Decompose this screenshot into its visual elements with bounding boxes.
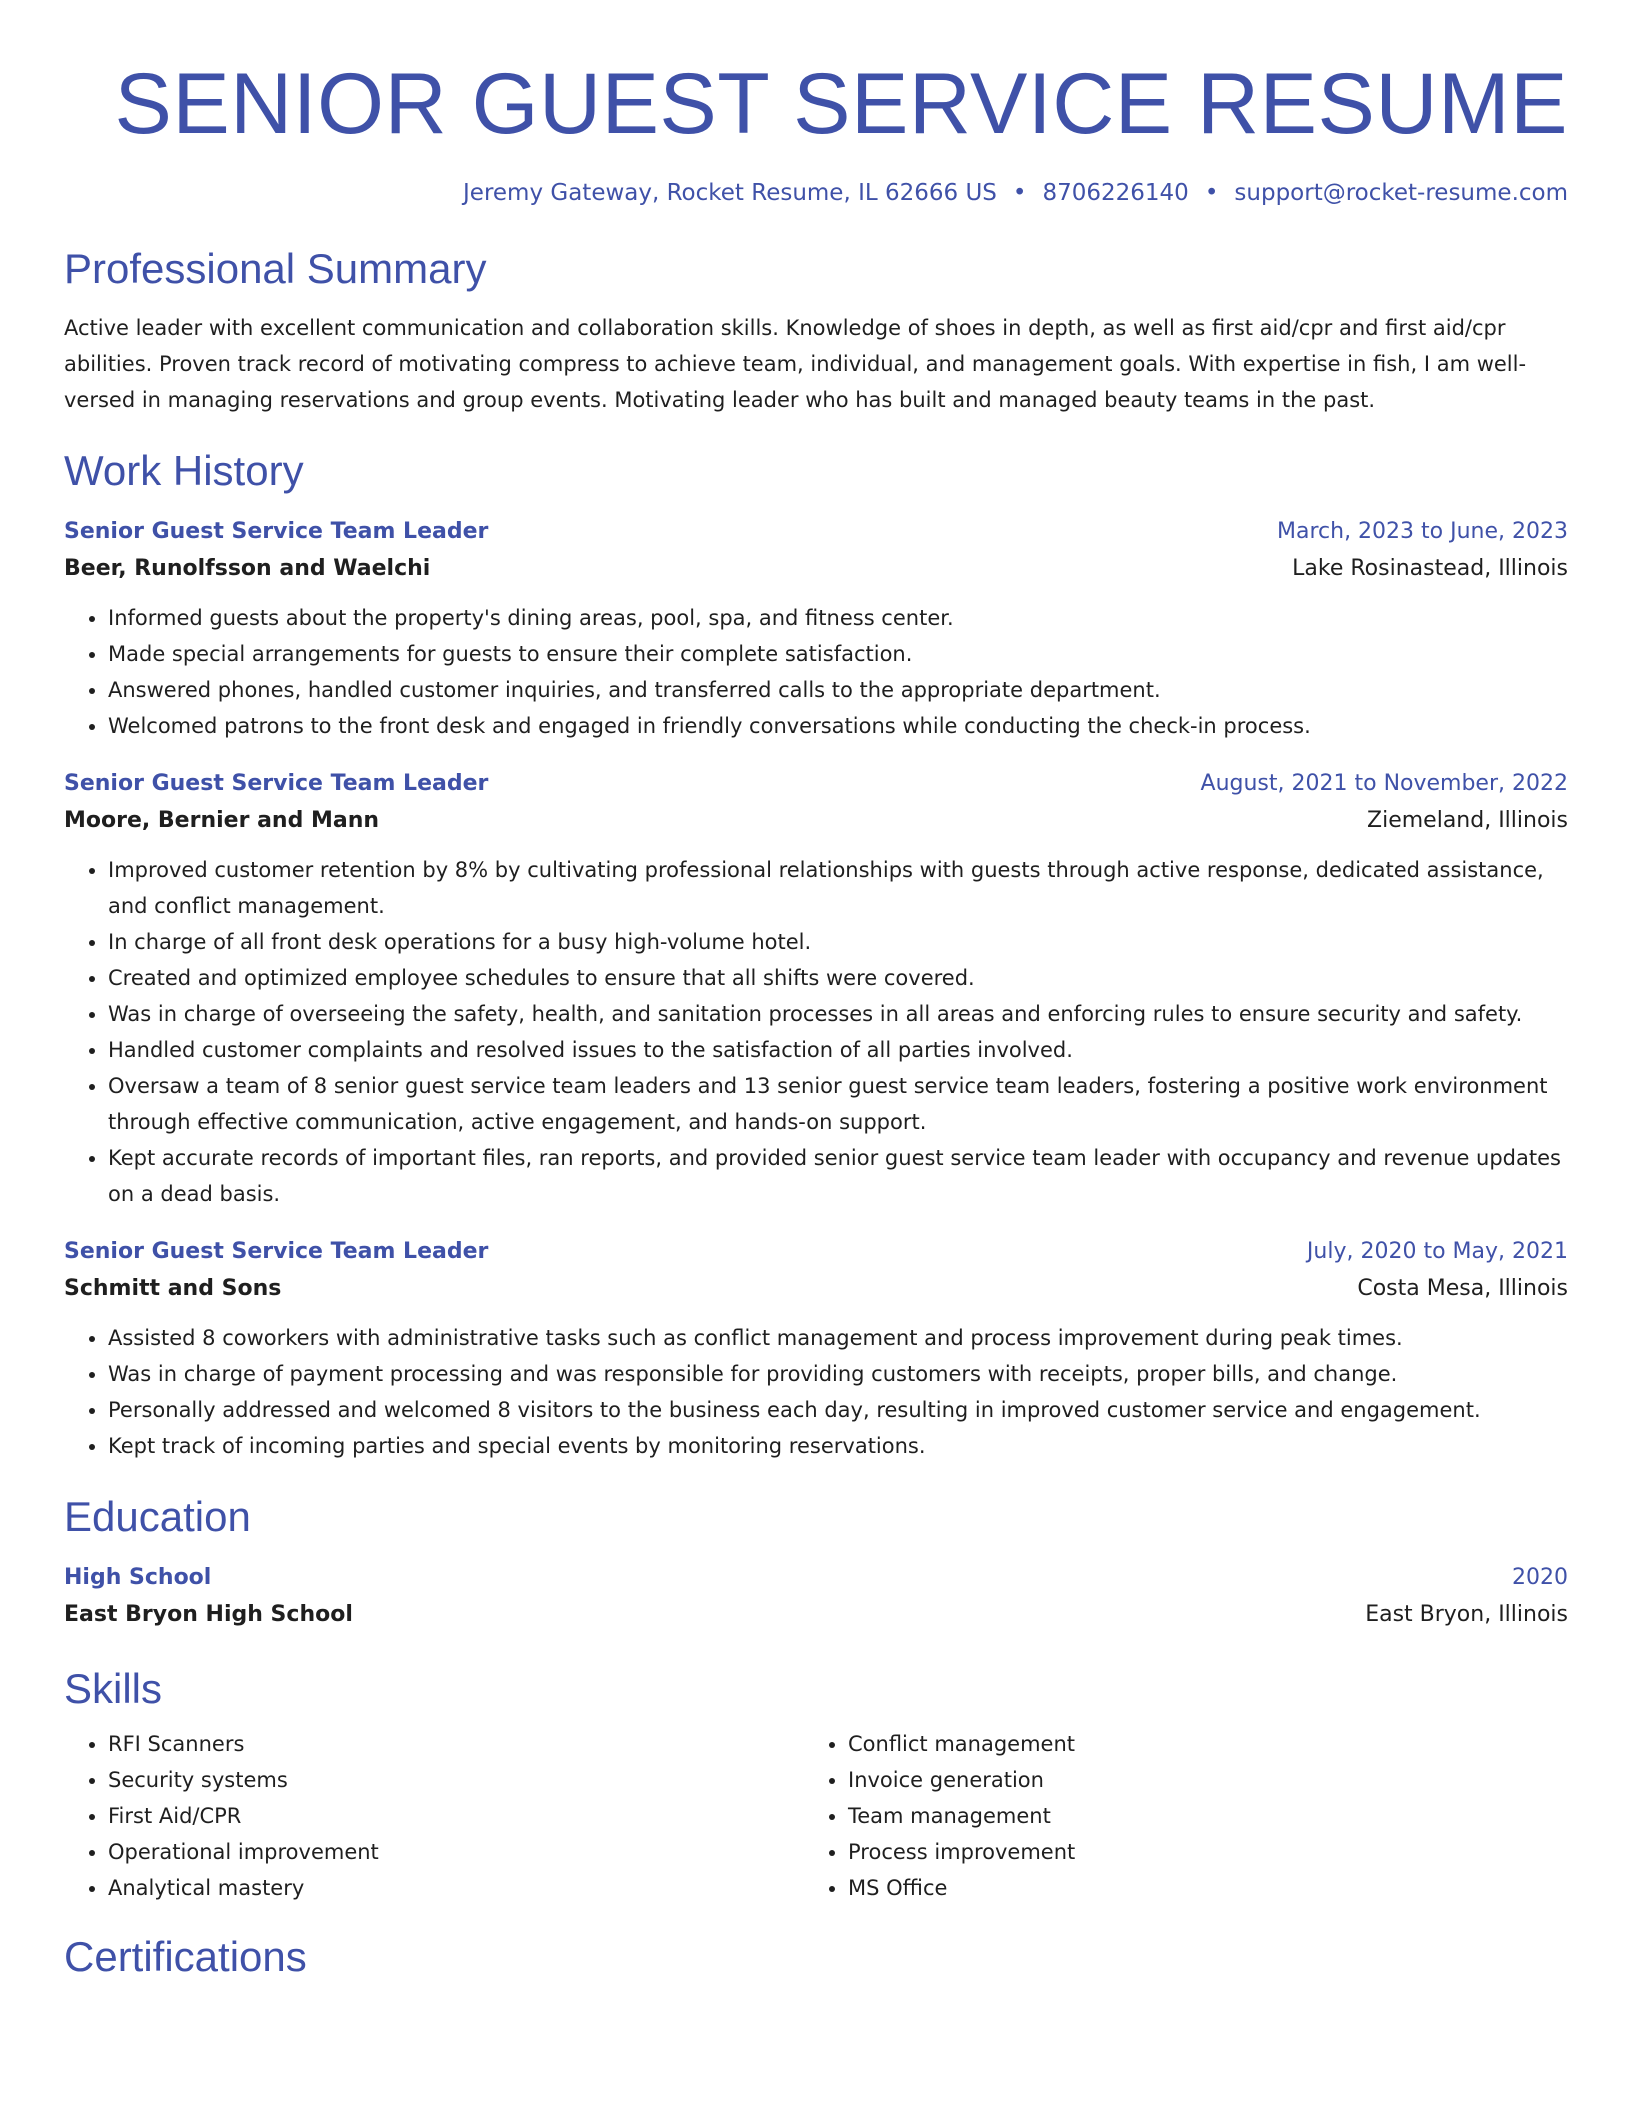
skill-item: • Security systems xyxy=(108,1762,804,1798)
skills-grid xyxy=(64,1726,1568,1906)
education-entry xyxy=(64,1560,1568,1634)
job-header-row xyxy=(64,1234,1568,1270)
job-bullet: • Personally addressed and welcomed 8 visitors to the business each day, resulting in improved customer service and engagement. xyxy=(108,1392,1568,1428)
skill-item: • Conflict management xyxy=(848,1726,1544,1762)
certifications-heading: Certifications xyxy=(64,1933,307,1980)
job-bullet: • Answered phones, handled customer inquiries, and transferred calls to the appropriate department. xyxy=(108,672,1568,708)
skill-item: • Operational improvement xyxy=(108,1834,804,1870)
contact-separator: • xyxy=(1204,180,1219,206)
job-role: Senior Guest Service Team Leader xyxy=(64,771,489,796)
education-year: 2020 xyxy=(1512,1565,1568,1590)
skill-item: • Process improvement xyxy=(848,1834,1544,1870)
job-company-row xyxy=(64,1270,1568,1308)
job-company-row xyxy=(64,802,1568,840)
job-company: Beer, Runolfsson and Waelchi xyxy=(64,556,431,581)
education-degree: High School xyxy=(64,1565,212,1590)
skill-item: • First Aid/CPR xyxy=(108,1798,804,1834)
education-header-row xyxy=(64,1560,1568,1596)
job-bullets xyxy=(64,1320,1568,1464)
job-bullets xyxy=(64,600,1568,744)
skill-item: • Invoice generation xyxy=(848,1762,1544,1798)
job-bullet: • Informed guests about the property's dining areas, pool, spa, and fitness center. xyxy=(108,600,1568,636)
job-bullet: • Was in charge of overseeing the safety, health, and sanitation processes in all areas and enforcing rules to ensure security and safety. xyxy=(108,996,1568,1032)
contact-separator: • xyxy=(1012,180,1027,206)
job-role: Senior Guest Service Team Leader xyxy=(64,519,489,544)
skill-item: • MS Office xyxy=(848,1870,1544,1906)
skill-item: • Analytical mastery xyxy=(108,1870,804,1906)
job-bullet: • Improved customer retention by 8% by cultivating professional relationships with guests through active response, dedicated assistance, and conflict management. xyxy=(108,852,1568,924)
job-bullet: • Kept accurate records of important files, ran reports, and provided senior guest service team leader with occupancy and revenue updates on a dead basis. xyxy=(108,1140,1568,1212)
education-heading: Education xyxy=(64,1493,251,1540)
job-bullet: • Assisted 8 coworkers with administrative tasks such as conflict management and process improvement during peak times. xyxy=(108,1320,1568,1356)
job-location: Costa Mesa, Illinois xyxy=(1357,1276,1568,1301)
skills-column-right xyxy=(804,1726,1544,1906)
work-history-heading: Work History xyxy=(64,447,304,494)
job-dates: August, 2021 to November, 2022 xyxy=(1200,771,1568,796)
job-header-row xyxy=(64,766,1568,802)
job-bullets xyxy=(64,852,1568,1212)
job-bullet: • Was in charge of payment processing and was responsible for providing customers with receipts, proper bills, and change. xyxy=(108,1356,1568,1392)
job-entry xyxy=(64,514,1568,744)
job-header-row xyxy=(64,514,1568,550)
summary-text: Active leader with excellent communication and collaboration skills. Knowledge of shoes in depth, as well as first aid/cpr and first aid/cpr abilities. Proven track record of motivating compress to achieve team, individual, and management goals. With expertise in fish, I am well-versed in managing reservations and group events. Motivating leader who has built and managed beauty teams in the past. xyxy=(64,316,1527,412)
job-bullet: • Created and optimized employee schedules to ensure that all shifts were covered. xyxy=(108,960,1568,996)
job-bullet: • Made special arrangements for guests to ensure their complete satisfaction. xyxy=(108,636,1568,672)
skills-heading: Skills xyxy=(64,1665,163,1712)
job-entry xyxy=(64,766,1568,1212)
job-company: Schmitt and Sons xyxy=(64,1276,282,1301)
job-location: Ziemeland, Illinois xyxy=(1367,808,1568,833)
contact-address: Jeremy Gateway, Rocket Resume, IL 62666 US xyxy=(463,180,997,206)
resume-title: SENIOR GUEST SERVICE RESUME xyxy=(114,56,1568,152)
education-location: East Bryon, Illinois xyxy=(1365,1602,1568,1627)
job-bullet: • Handled customer complaints and resolved issues to the satisfaction of all parties involved. xyxy=(108,1032,1568,1068)
job-bullet: • Welcomed patrons to the front desk and engaged in friendly conversations while conducting the check-in process. xyxy=(108,708,1568,744)
job-entry xyxy=(64,1234,1568,1464)
summary-heading: Professional Summary xyxy=(64,245,487,292)
education-school: East Bryon High School xyxy=(64,1602,353,1627)
skill-item: • RFI Scanners xyxy=(108,1726,804,1762)
job-role: Senior Guest Service Team Leader xyxy=(64,1239,489,1264)
job-bullet: • Oversaw a team of 8 senior guest service team leaders and 13 senior guest service team leaders, fostering a positive work environment through effective communication, active engagement, and hands-on support. xyxy=(108,1068,1568,1140)
job-dates: July, 2020 to May, 2021 xyxy=(1306,1239,1568,1264)
job-bullet: • In charge of all front desk operations for a busy high-volume hotel. xyxy=(108,924,1568,960)
skills-column-left xyxy=(64,1726,804,1906)
job-bullet: • Kept track of incoming parties and special events by monitoring reservations. xyxy=(108,1428,1568,1464)
contact-line xyxy=(64,178,1568,208)
job-location: Lake Rosinastead, Illinois xyxy=(1292,556,1568,581)
job-company: Moore, Bernier and Mann xyxy=(64,808,380,833)
job-company-row xyxy=(64,550,1568,588)
contact-email: support@rocket-resume.com xyxy=(1234,180,1568,206)
job-dates: March, 2023 to June, 2023 xyxy=(1277,519,1568,544)
education-school-row xyxy=(64,1596,1568,1634)
skill-item: • Team management xyxy=(848,1798,1544,1834)
contact-phone: 8706226140 xyxy=(1042,180,1189,206)
